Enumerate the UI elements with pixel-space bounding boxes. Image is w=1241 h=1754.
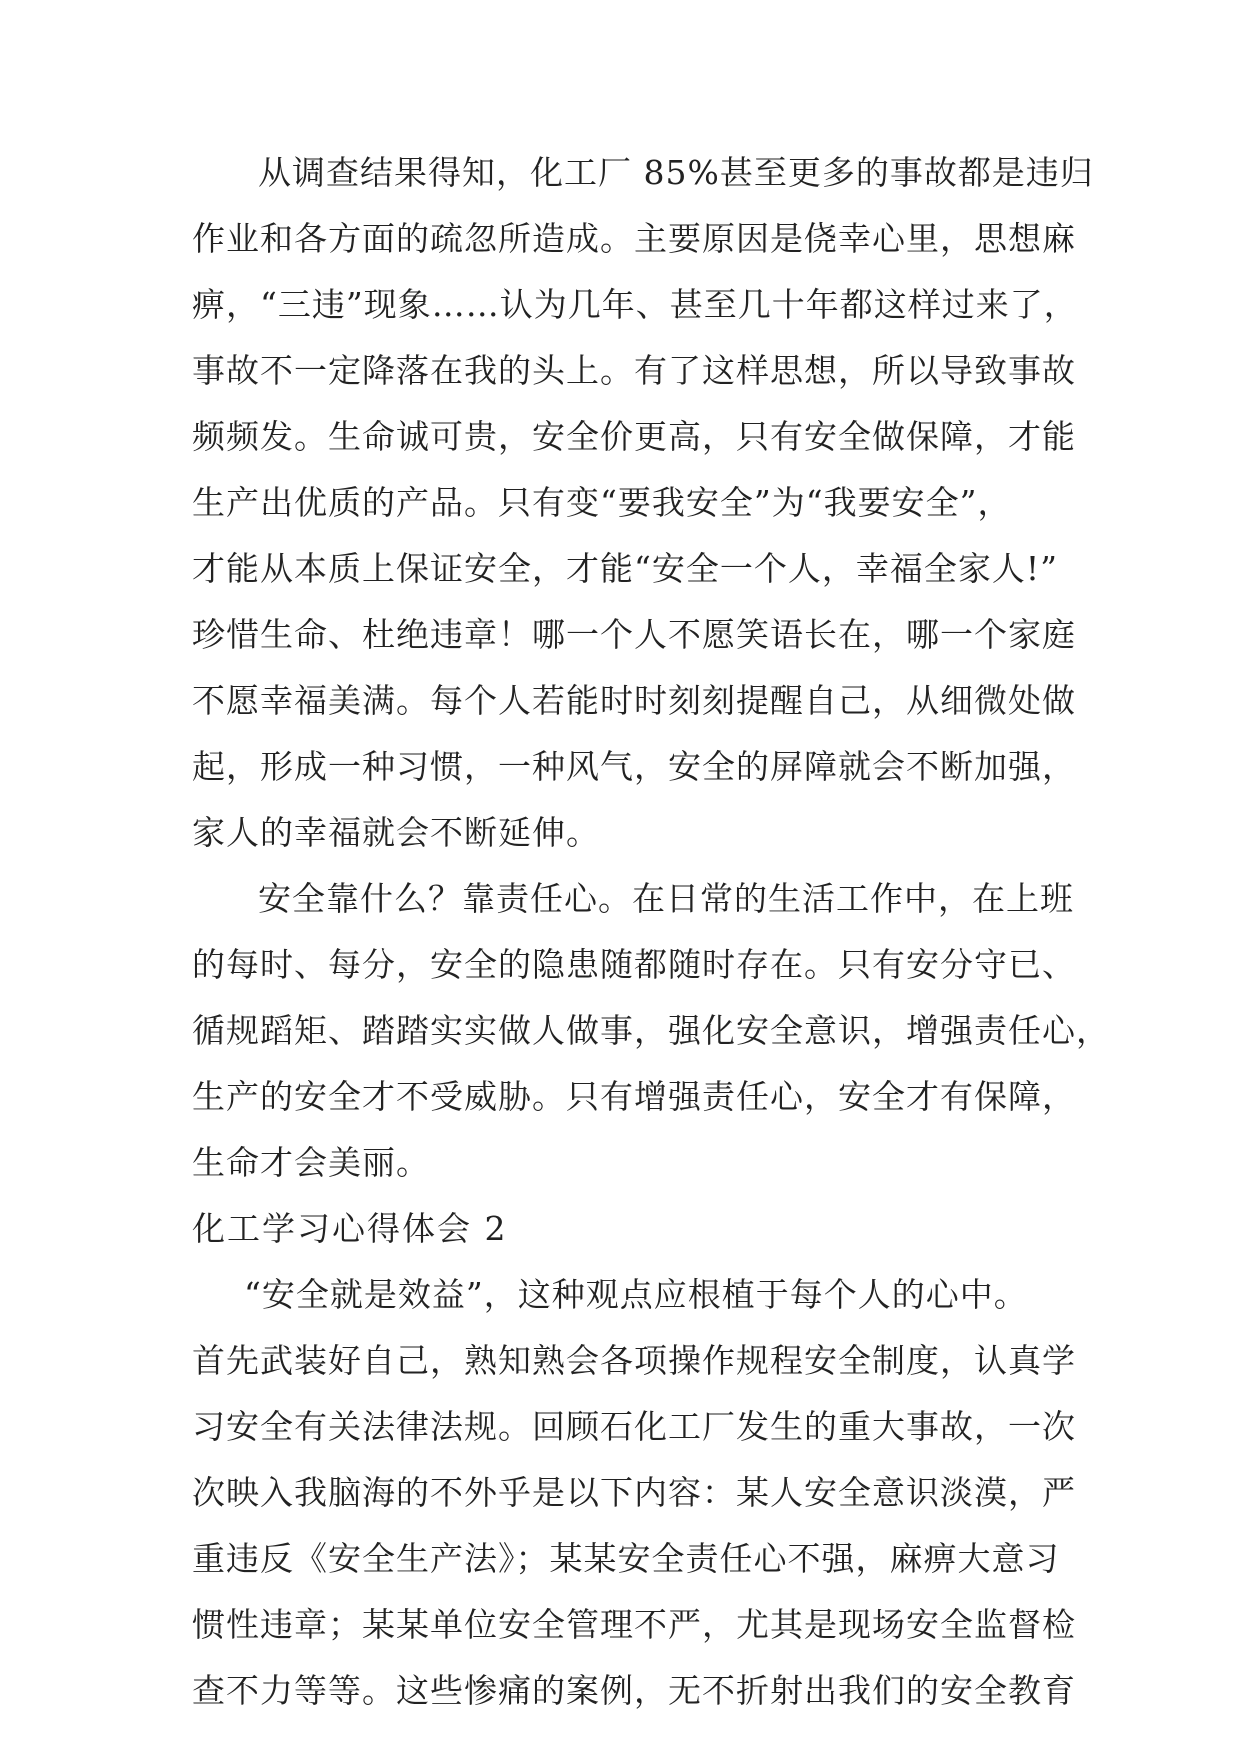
paragraph-1-line-6: 生产出优质的产品。只有变“要我安全”为“我要安全”， bbox=[192, 483, 1012, 522]
paragraph-1-line-2: 作业和各方面的疏忽所造成。主要原因是侥幸心里，思想麻 bbox=[192, 219, 1076, 258]
paragraph-2-line-2: 的每时、每分，安全的隐患随都随时存在。只有安分守已、 bbox=[192, 945, 1076, 984]
paragraph-3-line-3: 习安全有关法律法规。回顾石化工厂发生的重大事故，一次 bbox=[192, 1407, 1076, 1446]
paragraph-2-line-4: 生产的安全才不受威胁。只有增强责任心，安全才有保障， bbox=[192, 1077, 1076, 1116]
paragraph-1-line-11: 家人的幸福就会不断延伸。 bbox=[192, 813, 600, 852]
section-heading: 化工学习心得体会 2 bbox=[192, 1209, 508, 1248]
paragraph-3-line-7: 查不力等等。这些惨痛的案例，无不折射出我们的安全教育 bbox=[192, 1671, 1076, 1710]
paragraph-3-line-5: 重违反《安全生产法》；某某安全责任心不强，麻痹大意习 bbox=[192, 1539, 1060, 1578]
paragraph-3-line-6: 惯性违章；某某单位安全管理不严，尤其是现场安全监督检 bbox=[192, 1605, 1076, 1644]
paragraph-1-line-5: 频频发。生命诚可贵，安全价更高，只有安全做保障，才能 bbox=[192, 417, 1076, 456]
paragraph-1-line-7: 才能从本质上保证安全，才能“安全一个人，幸福全家人!” bbox=[192, 549, 1059, 588]
paragraph-2-line-3: 循规蹈矩、踏踏实实做人做事，强化安全意识，增强责任心， bbox=[192, 1011, 1110, 1050]
paragraph-2-line-1: 安全靠什么？靠责任心。在日常的生活工作中，在上班 bbox=[258, 879, 1074, 918]
paragraph-1-line-4: 事故不一定降落在我的头上。有了这样思想，所以导致事故 bbox=[192, 351, 1076, 390]
paragraph-3-line-2: 首先武装好自己，熟知熟会各项操作规程安全制度，认真学 bbox=[192, 1341, 1076, 1380]
paragraph-1-line-1: 从调查结果得知，化工厂 85%甚至更多的事故都是违归 bbox=[258, 153, 1094, 192]
paragraph-3-line-4: 次映入我脑海的不外乎是以下内容：某人安全意识淡漠，严 bbox=[192, 1473, 1076, 1512]
paragraph-3-line-1: “安全就是效益”，这种观点应根植于每个人的心中。 bbox=[244, 1275, 1028, 1314]
paragraph-2-line-5: 生命才会美丽。 bbox=[192, 1143, 430, 1182]
paragraph-1-line-9: 不愿幸福美满。每个人若能时时刻刻提醒自己，从细微处做 bbox=[192, 681, 1076, 720]
paragraph-1-line-3: 痹，“三违”现象……认为几年、甚至几十年都这样过来了， bbox=[192, 285, 1078, 324]
paragraph-1-line-8: 珍惜生命、杜绝违章！哪一个人不愿笑语长在，哪一个家庭 bbox=[192, 615, 1076, 654]
paragraph-1-line-10: 起，形成一种习惯，一种风气，安全的屏障就会不断加强， bbox=[192, 747, 1076, 786]
